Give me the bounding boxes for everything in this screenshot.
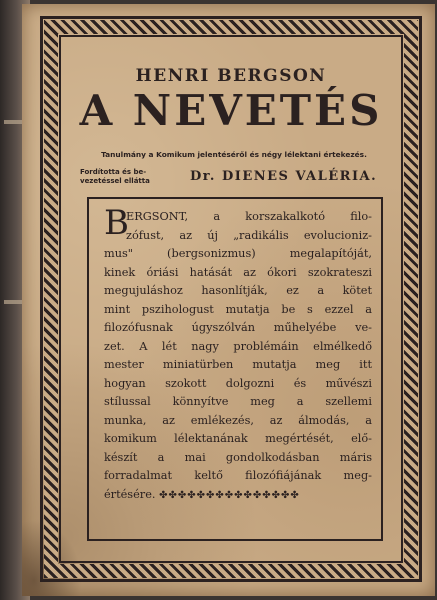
spine-mark bbox=[4, 300, 22, 304]
blurb-line: mester miniatürben mutatja meg itt bbox=[104, 358, 372, 371]
translator-note-line2: vezetéssel ellátta bbox=[80, 177, 150, 185]
translator-credit bbox=[80, 164, 400, 190]
blurb-line: megujuláshoz hasonlítják, ez a kötet bbox=[104, 284, 372, 297]
book-title: A NEVETÉS bbox=[79, 86, 383, 135]
translator-note-line1: Fordította és be- bbox=[80, 168, 147, 176]
blurb-line: készít a mai gondolkodásban máris bbox=[104, 450, 372, 464]
blurb-line: zet. A lét nagy problémáin elmélkedő bbox=[104, 339, 372, 353]
blurb-line: zófust, az új „radikális evolucioniz- bbox=[126, 228, 372, 242]
blurb-line: mus" (bergsonizmus) megalapítóját, bbox=[104, 247, 372, 260]
blurb-ornament: ✤✤✤✤✤✤✤✤✤✤✤✤✤✤✤ bbox=[159, 489, 300, 501]
blurb-line: forradalmat keltő filozófiájának meg- bbox=[104, 469, 372, 482]
author-name: HENRI BERGSON bbox=[135, 66, 327, 86]
blurb-line: kinek óriási hatását az ókori szokrateszi bbox=[104, 265, 372, 279]
blurb-line: hogyan szokott dolgozni és művészi bbox=[104, 376, 372, 390]
translator-note bbox=[80, 168, 175, 186]
blurb-line: munka, az emlékezés, az álmodás, a bbox=[104, 413, 372, 427]
blurb-line: stílussal könnyítve meg a szellemi bbox=[104, 395, 372, 408]
blurb-line: ERGSONT, a korszakalkotó filo- bbox=[126, 210, 372, 223]
blurb-dropcap: B bbox=[104, 203, 129, 243]
book-subtitle: Tanulmány a Komikum jelentéséről és négy lélektani értekezés. bbox=[101, 150, 367, 159]
blurb-last-words: értésére. bbox=[104, 487, 156, 501]
translator-name: Dr. DIENES VALÉRIA. bbox=[190, 169, 378, 184]
blurb-line: filozófusnak úgyszólván műhelyébe ve- bbox=[104, 321, 372, 334]
blurb-text bbox=[104, 203, 372, 505]
blurb-line-last bbox=[104, 486, 372, 506]
spine-mark bbox=[4, 120, 22, 124]
blurb-line: mint pszihologust mutatja be s ezzel a bbox=[104, 302, 372, 316]
blurb-line: komikum lélektanának megértését, elő- bbox=[104, 432, 372, 445]
